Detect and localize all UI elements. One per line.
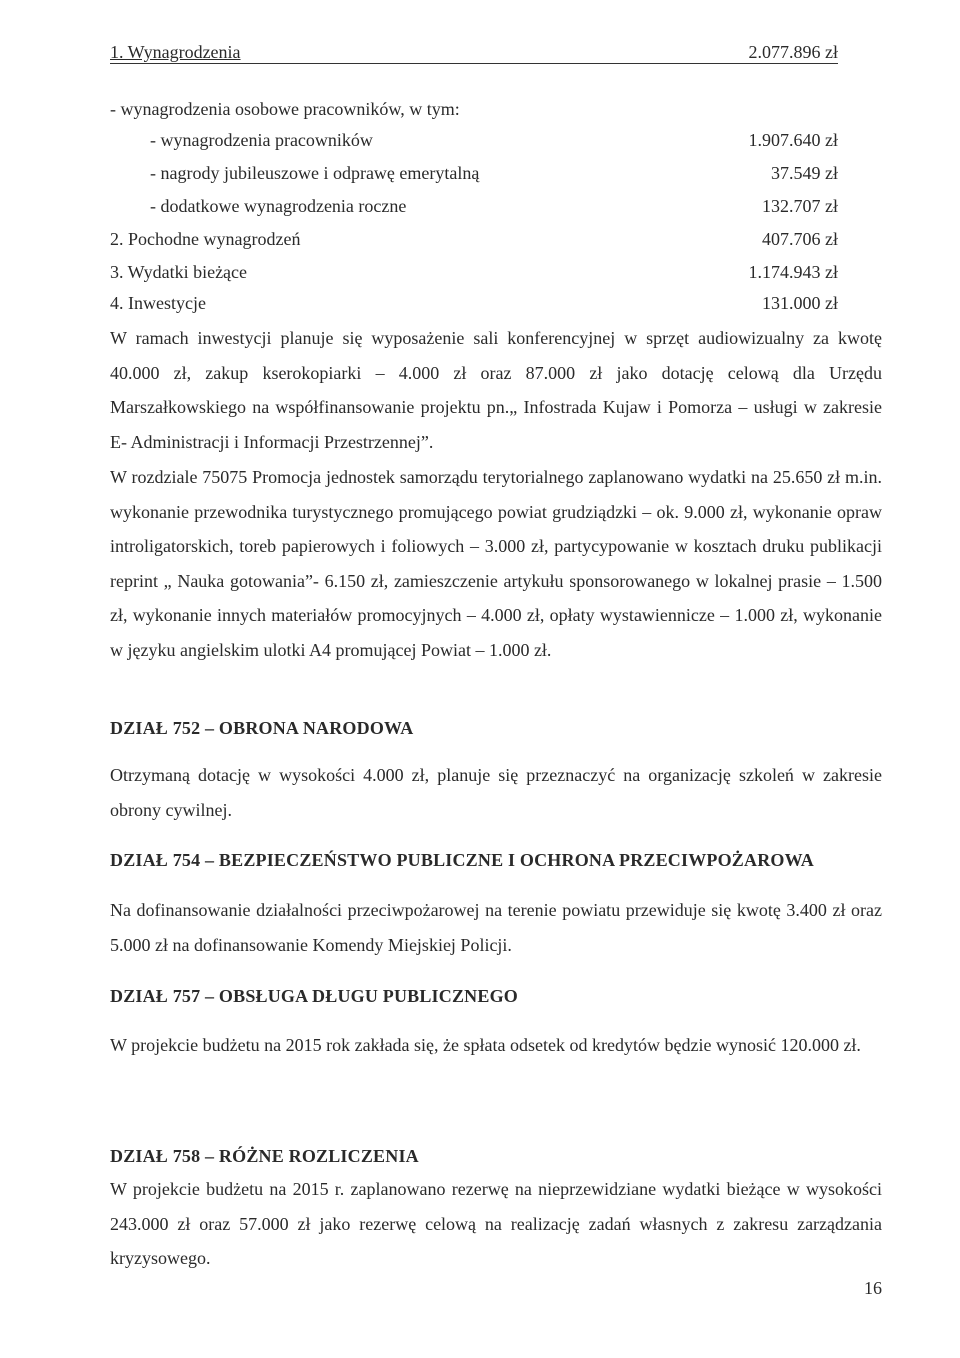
item-amount: 131.000 zł [762, 293, 838, 313]
budget-item-row [110, 98, 838, 120]
item-label: - wynagrodzenia pracowników [150, 130, 373, 150]
promotion-paragraph: W rozdziale 75075 Promocja jednostek samorządu terytorialnego zaplanowano wydatki na 25.650 zł m.in. wykonanie przewodnika turystycznego promującego powiat grudziądzki – ok. 9.000 zł, wykonanie opraw introligatorskich, toreb papierowych i foliowych – 3.000 zł, partycypowanie w kosztach druku publikacji reprint „ Nauka gotowania”- 6.150 zł, zamieszczenie artykułu sponsorowanego w lokalnej prasie – 1.500 zł, wykonanie innych materiałów promocyjnych – 4.000 zł, opłaty wystawiennicze – 1.000 zł, wykonanie w języku angielskim ulotki A4 promującej Powiat – 1.000 zł. [110, 467, 882, 660]
budget-item-row [150, 129, 838, 151]
section-heading-758: DZIAŁ 758 – RÓŻNE ROZLICZENIA [110, 1146, 419, 1166]
section-heading-752: DZIAŁ 752 – OBRONA NARODOWA [110, 718, 414, 738]
section-title: 1. Wynagrodzenia [110, 42, 241, 62]
item-label: 4. Inwestycje [110, 293, 206, 313]
item-label: - dodatkowe wynagrodzenia roczne [150, 196, 407, 216]
section-text-757: W projekcie budżetu na 2015 rok zakłada się, że spłata odsetek od kredytów będzie wynosić 120.000 zł. [110, 1035, 861, 1055]
investments-paragraph: W ramach inwestycji planuje się wyposażenie sali konferencyjnej w sprzęt audiowizualny za kwotę 40.000 zł, zakup kserokopiarki – 4.000 zł oraz 87.000 zł jako dotację celową dla Urzędu Marszałkowskiego na współfinansowanie projektu pn.„ Infostrada Kujaw i Pomorza – usługi w zakresie E- Administracji i Informacji Przestrzennej”. [110, 328, 882, 452]
budget-item-row [110, 261, 838, 283]
item-label: - nagrody jubileuszowe i odprawę emerytalną [150, 163, 480, 183]
item-amount: 37.549 zł [771, 163, 838, 183]
item-label: - wynagrodzenia osobowe pracowników, w tym: [110, 99, 460, 119]
section-heading-754: DZIAŁ 754 – BEZPIECZEŃSTWO PUBLICZNE I OCHRONA PRZECIWPOŻAROWA [110, 850, 815, 870]
section-text-758: W projekcie budżetu na 2015 r. zaplanowano rezerwę na nieprzewidziane wydatki bieżące w wysokości 243.000 zł oraz 57.000 zł jako rezerwę celową na realizację zadań własnych z zakresu zarządzania kryzysowego. [110, 1179, 882, 1268]
item-amount: 1.174.943 zł [748, 262, 838, 282]
item-amount: 407.706 zł [762, 229, 838, 249]
header-rule [110, 63, 838, 64]
item-amount: 132.707 zł [762, 196, 838, 216]
section-text-752: Otrzymaną dotację w wysokości 4.000 zł, planuje się przeznaczyć na organizację szkoleń w zakresie obrony cywilnej. [110, 765, 882, 820]
budget-item-row [110, 292, 838, 314]
budget-item-row [150, 162, 838, 184]
page-number: 16 [864, 1278, 882, 1298]
section-heading-757: DZIAŁ 757 – OBSŁUGA DŁUGU PUBLICZNEGO [110, 986, 518, 1006]
section-header-row [110, 41, 838, 63]
item-amount: 1.907.640 zł [748, 130, 838, 150]
budget-item-row [110, 228, 838, 250]
item-label: 2. Pochodne wynagrodzeń [110, 229, 301, 249]
section-text-754: Na dofinansowanie działalności przeciwpożarowej na terenie powiatu przewiduje się kwotę 3.400 zł oraz 5.000 zł na dofinansowanie Komendy Miejskiej Policji. [110, 900, 882, 955]
budget-item-row [150, 195, 838, 217]
section-total: 2.077.896 zł [748, 42, 838, 62]
item-label: 3. Wydatki bieżące [110, 262, 248, 282]
